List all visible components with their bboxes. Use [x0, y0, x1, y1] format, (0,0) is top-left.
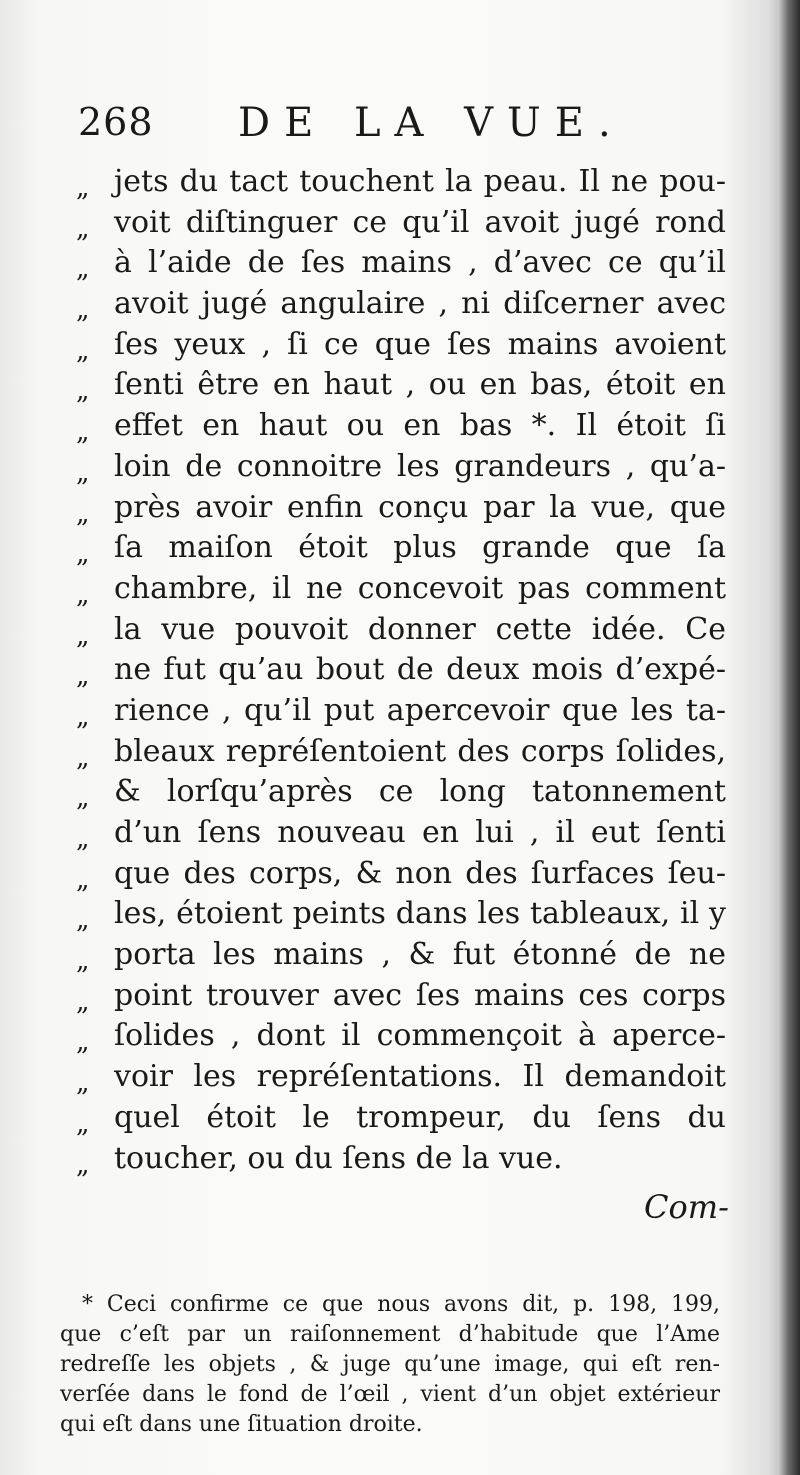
quotation-mark: „: [76, 213, 90, 244]
text-line: [70, 894, 730, 935]
line-text: près avoir enfin conçu par la vue, que: [114, 489, 726, 525]
footnote: [60, 1290, 720, 1440]
text-line: [70, 732, 730, 773]
text-line: [70, 650, 730, 691]
line-text: loin de connoitre les grandeurs , qu’a-: [114, 448, 726, 484]
quotation-mark: „: [76, 254, 90, 285]
page-number: 268: [78, 100, 154, 144]
line-text: porta les mains , & fut étonné de ne: [114, 937, 726, 973]
quotation-mark: „: [76, 864, 90, 895]
text-line: [70, 813, 730, 854]
line-text: avoit jugé angulaire , ni diſcerner avec: [114, 286, 726, 322]
quotation-mark: „: [76, 742, 90, 773]
quotation-mark: „: [76, 335, 90, 366]
quotation-mark: „: [76, 579, 90, 610]
line-text: voit diſtinguer ce qu’il avoit jugé rond: [114, 204, 726, 240]
line-text: & lorſqu’après ce long tatonnement: [114, 774, 726, 810]
quotation-mark: „: [76, 1027, 90, 1058]
line-text: ſes yeux , ſi ce que ſes mains avoient: [114, 326, 726, 362]
text-line: [70, 284, 730, 325]
quotation-mark: „: [76, 783, 90, 814]
text-line: [70, 1098, 730, 1139]
page-edge-shadow: [778, 0, 800, 1475]
quotation-mark: „: [76, 295, 90, 326]
text-line: [70, 528, 730, 569]
line-text: les, étoient peints dans les tableaux, il y: [114, 896, 726, 932]
line-text: rience , qu’il put apercevoir que les ta-: [114, 692, 726, 728]
text-line: [70, 1139, 730, 1180]
quotation-mark: „: [76, 661, 90, 692]
text-line: [70, 1057, 730, 1098]
line-text: jets du tact touchent la peau. Il ne pou-: [114, 164, 726, 199]
line-text: chambre, il ne concevoit pas comment: [114, 570, 726, 606]
line-text: point trouver avec ſes mains ces corps: [114, 977, 726, 1013]
quotation-mark: „: [76, 701, 90, 732]
body-text: [70, 162, 730, 1179]
line-text: d’un ſens nouveau en lui , il eut ſenti: [114, 815, 726, 850]
quotation-mark: „: [76, 457, 90, 488]
quotation-mark: „: [76, 620, 90, 651]
text-line: [70, 935, 730, 976]
running-title: DE LA VUE.: [238, 100, 625, 146]
quotation-mark: „: [76, 539, 90, 570]
line-text: voir les repréſentations. Il demandoit: [114, 1059, 726, 1095]
text-line: [70, 406, 730, 447]
quotation-mark: „: [76, 417, 90, 448]
line-text: bleaux repréſentoient des corps ſolides,: [114, 733, 726, 769]
text-line: [70, 691, 730, 732]
quotation-mark: „: [76, 173, 90, 203]
text-line: [70, 772, 730, 813]
text-line: [70, 854, 730, 895]
footnote-line: * Ceci confirme ce que nous avons dit, p. 198, 199,: [82, 1292, 720, 1317]
line-text: ſenti être en haut , ou en bas, étoit en: [114, 367, 726, 403]
line-text: ne fut qu’au bout de deux mois d’expé-: [114, 652, 726, 688]
line-text: ſa maiſon étoit plus grande que ſa: [114, 530, 726, 566]
quotation-mark: „: [76, 376, 90, 407]
footnote-line: verſée dans le fond de l’œil , vient d’un objet extérieur: [60, 1382, 720, 1407]
quotation-mark: „: [76, 498, 90, 529]
quotation-mark: „: [76, 1068, 90, 1099]
gutter-shadow: [0, 0, 40, 1475]
line-text: toucher, ou du ſens de la vue.: [114, 1140, 563, 1176]
footnote-line: qui eſt dans une ſituation droite.: [60, 1412, 423, 1437]
quotation-mark: „: [76, 1149, 90, 1180]
line-text: à l’aide de ſes mains , d’avec ce qu’il: [114, 245, 726, 281]
quotation-mark: „: [76, 1108, 90, 1139]
text-line: [70, 162, 730, 203]
quotation-mark: „: [76, 905, 90, 936]
text-line: [70, 243, 730, 284]
text-line: [70, 976, 730, 1017]
line-text: que des corps, & non des ſurfaces ſeu-: [114, 855, 726, 891]
quotation-mark: „: [76, 946, 90, 977]
text-line: [70, 569, 730, 610]
text-line: [70, 365, 730, 406]
page-header: [78, 100, 718, 160]
text-line: [70, 1016, 730, 1057]
quotation-mark: „: [76, 824, 90, 854]
catchword: Com-: [644, 1188, 729, 1226]
line-text: effet en haut ou en bas *. Il étoit ſi: [114, 408, 726, 444]
text-line: [70, 325, 730, 366]
text-line: [70, 203, 730, 244]
text-line: [70, 488, 730, 529]
footnote-line: que c’eſt par un raiſonnement d’habitude que l’Ame: [60, 1322, 720, 1347]
text-line: [70, 447, 730, 488]
footnote-line: redreſſe les objets , & juge qu’une image, qui eſt ren-: [60, 1352, 720, 1377]
quotation-mark: „: [76, 986, 90, 1017]
line-text: ſolides , dont il commençoit à aperce-: [114, 1018, 726, 1054]
text-line: [70, 610, 730, 651]
line-text: quel étoit le trompeur, du ſens du: [114, 1099, 726, 1135]
line-text: la vue pouvoit donner cette idée. Ce: [114, 611, 726, 647]
